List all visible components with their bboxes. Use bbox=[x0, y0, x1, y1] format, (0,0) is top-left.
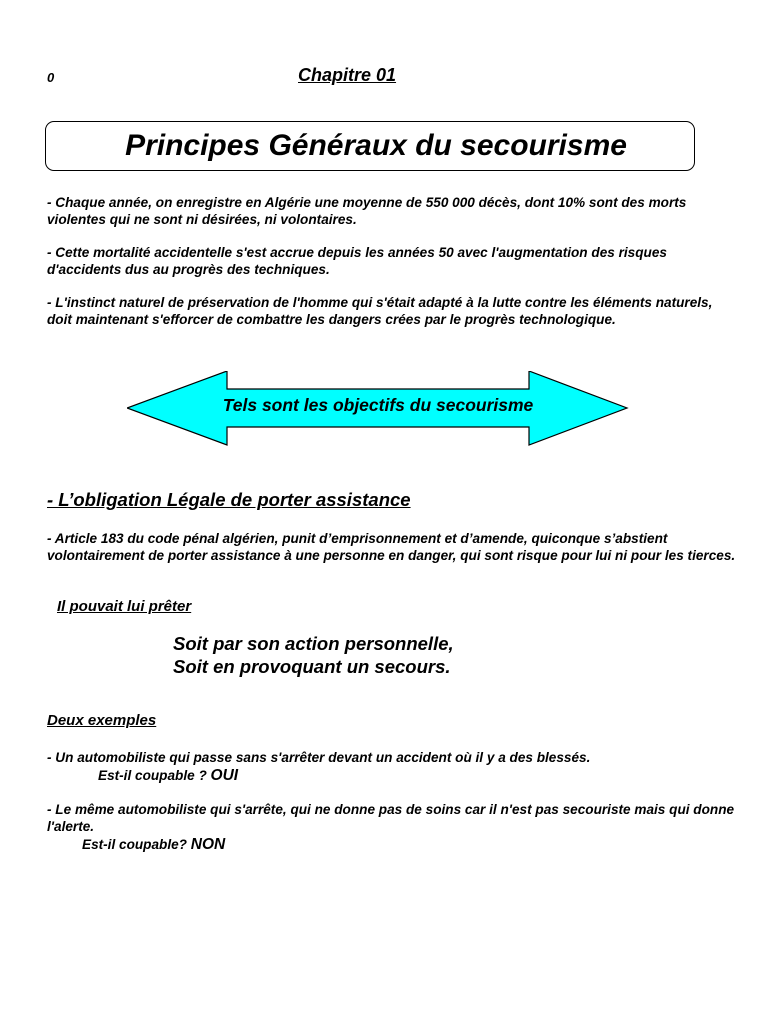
could-provide-subheading: Il pouvait lui prêter bbox=[57, 598, 192, 615]
arrow-label: Tels sont les objectifs du secourisme bbox=[222, 395, 534, 415]
intro-paragraph-3: - L'instinct naturel de préservation de l'homme qui s'était adapté à la lutte contre les éléments naturels, doit maintenant s'efforcer de combattre les dangers crées par le progrès technologique. bbox=[47, 295, 713, 327]
example-2-question-line bbox=[82, 836, 225, 854]
legal-obligation-heading: - L’obligation Légale de porter assistance bbox=[47, 489, 411, 510]
intro-paragraph-2: - Cette mortalité accidentelle s'est accrue depuis les années 50 avec l'augmentation des risques d'accidents dus au progrès des techniques. bbox=[47, 245, 667, 277]
example-2-question: Est-il coupable? bbox=[82, 837, 191, 852]
examples-heading: Deux exemples bbox=[47, 712, 157, 729]
example-2-text: - Le même automobiliste qui s'arrête, qui ne donne pas de soins car il n'est pas secouriste mais qui donne l'alerte. bbox=[47, 802, 735, 834]
example-2-answer: NON bbox=[190, 836, 226, 853]
example-1-text: - Un automobiliste qui passe sans s'arrêter devant un accident où il y a des blessés. bbox=[47, 750, 591, 765]
article-paragraph: - Article 183 du code pénal algérien, punit d’emprisonnement et d’amende, quiconque s’abstient volontairement de porter assistance à une personne en danger, qui sont risque pour lui ni pour les tierces. bbox=[47, 531, 736, 563]
chapter-heading: Chapitre 01 bbox=[298, 65, 397, 85]
example-1-answer: OUI bbox=[210, 767, 239, 784]
option-call-help: Soit en provoquant un secours. bbox=[173, 656, 451, 677]
option-personal-action: Soit par son action personnelle, bbox=[173, 633, 454, 654]
intro-paragraph-1: - Chaque année, on enregistre en Algérie une moyenne de 550 000 décès, dont 10% sont des morts violentes qui ne sont ni désirées, ni volontaires. bbox=[47, 195, 687, 227]
example-1-question: Est-il coupable ? bbox=[98, 768, 211, 783]
example-1-question-line bbox=[98, 767, 238, 785]
page-number: 0 bbox=[47, 70, 55, 85]
page-title: Principes Généraux du secourisme bbox=[125, 129, 627, 162]
